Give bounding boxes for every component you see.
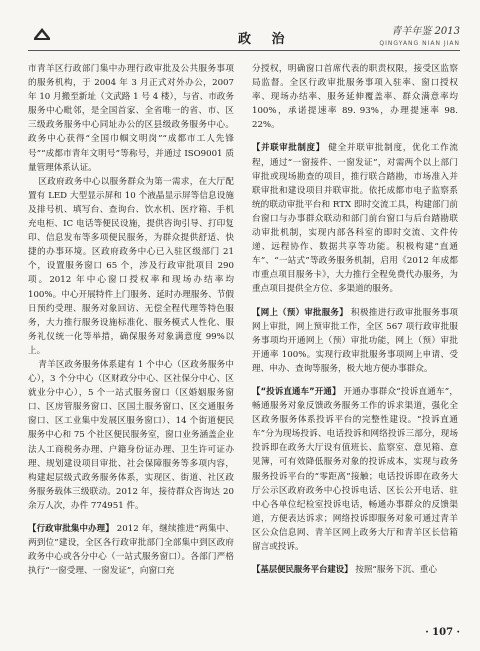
left-column — [28, 62, 234, 578]
section-body: 按照“服务下沉、重心 — [355, 565, 437, 576]
section-paragraph — [252, 140, 458, 296]
paragraph: 区政府政务中心以服务群众为第一需求，在大厅配置有 LED 大型显示屏和 10 个液晶显示屏等信息设施及排号机、填写台、查询台、饮水机、医疗箱、手机充电柜、IC 电话等便民设施，提供咨询引导、打印复印、信息发布等多项便民服务，为群众提供舒适、快捷的办事环境。区政府政务中心已入驻区级部门 21 个，设置服务窗口 65 个，涉及行政审批项目 290 项。2012 年中心窗口授权率和现场办结率均 100%。中心开展特件上门服务、延时办理服务、节假日预约受理、服务对象回访、无偿全程代理等特色服务，大力推行服务设施标准化、服务模式人性化、服务礼仪统一化等举措，确保服务对象满意度 99%以上。 — [28, 176, 234, 356]
section-heading: 【网上（预）审批服务】 — [252, 306, 348, 317]
section-body: 健全并联审批制度，优化工作流程，通过“一窗接件、一窗发证”，对需两个以上部门审批或现场勘查的项目，推行联合踏勘，市场准入并联审批和建设项目并联审批。依托成都市电子监察系统的联动审批平台和 RTX 即时交流工具，构建部门前台窗口与办事群众联动和部门前台窗口与后台踏勘联动审批机制，实现内部各科室的即时交流、文件传递、远程协作、数据共享等功能。积极构建“直通车”、“一站式”等政务服务机制，启用《2012 年成都市重点项目服务卡》，大力推行全程免费代办服务，为重点项目提供全方位、多渠道的服务。 — [252, 143, 458, 295]
paragraph: 分授权，明确窗口首席代表的职责权限，接受区监察局监督。全区行政审批服务事项入驻率、窗口授权率、现场办结率、服务延伸覆盖率、群众满意率均 100%，承诺提速率 89. 93%，办理提速率 98. 22%。 — [252, 64, 458, 131]
yearbook-brand: 青羊年鉴 2013 — [391, 26, 460, 37]
paragraph: 市青羊区行政部门集中办理行政审批及公共服务事项的服务机构，于 2004 年 3 月正式对外办公，2007 年 10 月搬至新址（文武路 1 号 4 楼），与省、市政务服务中心毗邻，是全国首家、全省唯一的省、市、区三级政务服务中心同址办公的区县级政务服务中心。政务中心获得“全国巾帼文明岗”“成都市工人先锋号”“成都市青年文明号”等称号，并通过 ISO9001 质量管理体系认证。 — [28, 64, 234, 173]
paragraph: 青羊区政务服务体系建有 1 个中心（区政务服务中心），3 个分中心（区财政分中心、区社保分中心、区就业分中心），5 个一站式服务窗口（区婚姻服务窗口、区房管服务窗口、区国土服务窗口、区交通服务窗口、区工业集中发展区服务窗口）、14 个街道便民服务中心和 75 个社区便民服务室，窗口业务涵盖企业法人工商税务办理、户籍身份证办理、卫生许可证办理、规划建设项目审批、社会保障服务等多项内容，构建起层级式政务服务体系，实现区、街道、社区政务服务载体三级联动。2012 年，接待群众咨询达 20 余万人次，办件 774951 件。 — [28, 359, 234, 511]
section-heading: 【“投诉直通车”开通】 — [252, 385, 341, 396]
page-number: · 107 · — [425, 627, 460, 638]
section-paragraph — [28, 521, 234, 578]
right-column — [252, 62, 458, 577]
section-paragraph — [252, 305, 458, 376]
section-paragraph — [252, 562, 458, 577]
header-rule — [28, 50, 460, 51]
section-heading: 【行政审批集中办理】 — [28, 523, 114, 533]
section-body: 积极推进行政审批服务事项网上审批，网上预审批工作，全区 567 项行政审批服务事项均开通网上（预）审批功能，网上（预）审批开通率 100%。实现行政审批服务事项网上申请、受理、申办、查询等服务，极大地方便办事群众。 — [252, 307, 458, 374]
section-heading: 【基层便民服务平台建设】 — [252, 564, 353, 575]
section-body: 开通办事群众“投诉直通车”，畅通服务对象反馈政务服务工作的诉求渠道，强化全区政务服务体系投诉平台的完整性建设。“投诉直通车”分为现场投诉、电话投诉和网络投诉三部分，现场投诉即在政务大厅设有值班长、监察室、意见箱、意见簿，可有效降低服务对象的投诉成本，实现与政务服务投诉平台的“零距离”接触；电话投诉即在政务大厅公示区政府政务中心投诉电话、区长公开电话、驻中心各单位纪检室投诉电话，畅通办事群众的反馈渠道，方便表达诉求；网络投诉即服务对象可通过青羊区公众信息网、青羊区网上政务大厅和青羊区长信箱留言或投诉。 — [252, 386, 458, 552]
ram-logo-icon — [32, 26, 52, 42]
section-body: 2012 年，继续推进“两集中、两到位”建设，全区各行政审批部门全部集中到区政府政务中心或各分中心（一站式服务窗口）。各部门严格执行“一窗受理、一窗发证”，向窗口充 — [28, 524, 235, 577]
section-title: 政 治 — [238, 32, 293, 47]
section-paragraph — [252, 384, 458, 554]
section-heading: 【并联审批制度】 — [252, 142, 325, 153]
yearbook-brand-subtitle: QINGYANG NIAN JIAN — [379, 40, 460, 47]
